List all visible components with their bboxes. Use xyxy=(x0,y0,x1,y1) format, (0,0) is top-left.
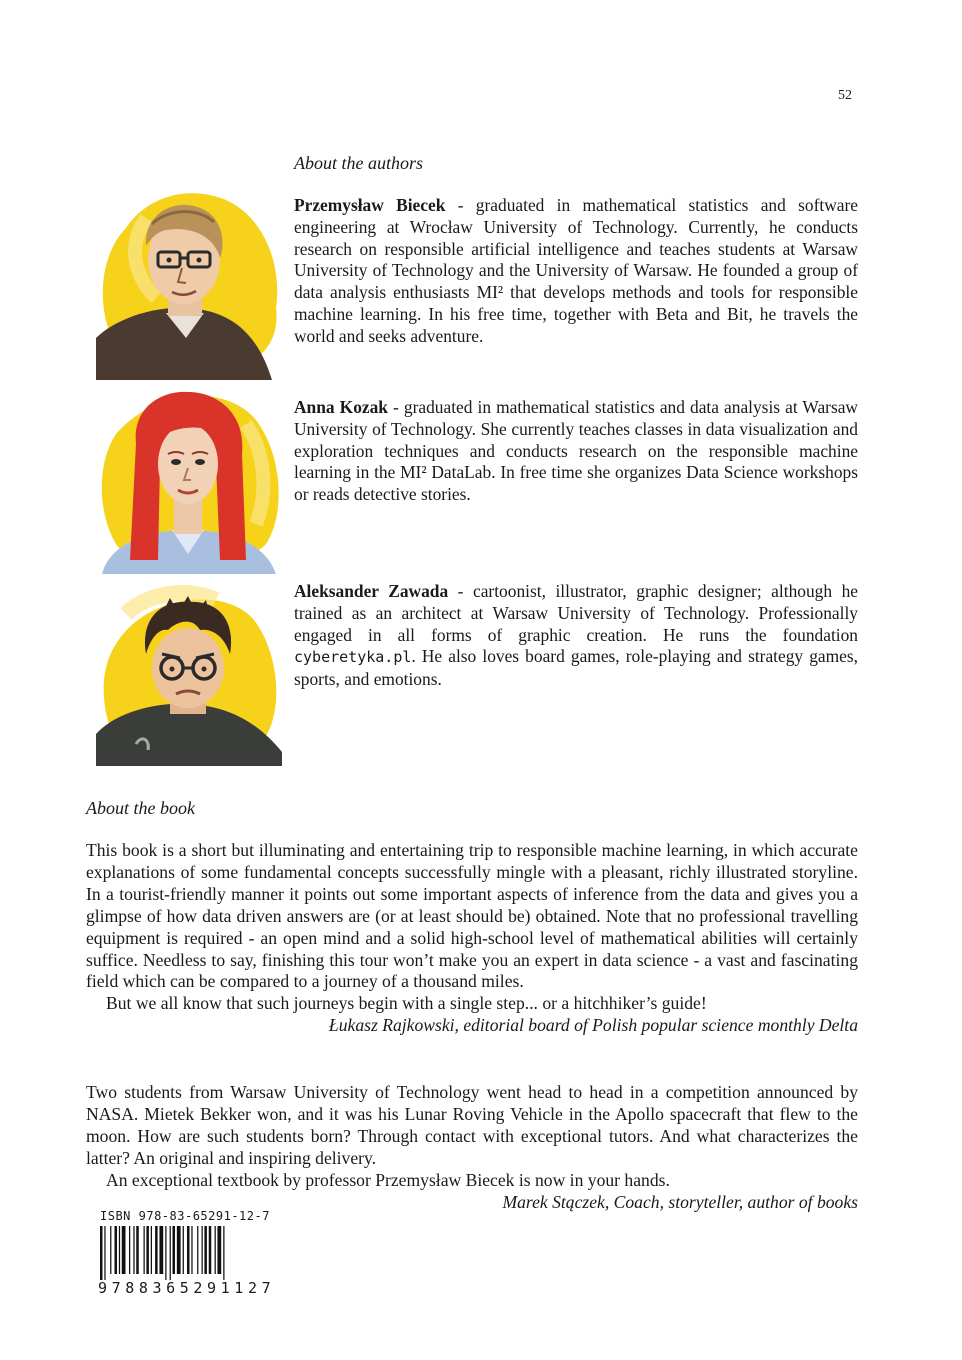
barcode-bar xyxy=(177,1226,181,1274)
page-number: 52 xyxy=(838,88,852,103)
barcode-bar xyxy=(173,1226,176,1274)
author-bio: - cartoonist, illustrator, graphic designer; although he trained as an architect at Warsaw University of Technology. Professionally engaged in all forms of graphic creation. He runs the foundation xyxy=(294,581,858,645)
barcode-bar xyxy=(136,1226,139,1274)
barcode-bar xyxy=(191,1226,192,1274)
barcode-bar xyxy=(110,1226,111,1274)
barcode-bar xyxy=(215,1226,216,1274)
portrait-aleksander-zawada xyxy=(96,584,282,766)
isbn-digits: 9788365291127 xyxy=(98,1279,276,1297)
barcode-bar xyxy=(209,1226,212,1274)
review-paragraph: Two students from Warsaw University of Technology went head to head in a competition announced by NASA. Mietek Bekker won, and it was his Lunar Roving Vehicle in the Apollo spacecraft that flew to the moon. How are such students born? Through contact with exceptional tutors. And what characterizes the latter? An original and inspiring delivery. xyxy=(86,1082,858,1168)
barcode-bar xyxy=(187,1226,190,1274)
review-signature: Marek Stączek, Coach, storyteller, author of books xyxy=(502,1191,858,1212)
barcode-bar xyxy=(223,1226,224,1280)
barcode-bar xyxy=(202,1226,203,1274)
book-heading: About the book xyxy=(86,798,195,818)
authors-heading: About the authors xyxy=(294,153,423,173)
author-name: Aleksander Zawada xyxy=(294,581,449,601)
review-paragraph: This book is a short but illuminating and entertaining trip to responsible machine learning, in which accurate explanations of some fundamental concepts successfully mingle with a pleasant, richly illustrated storyline. In a tourist-friendly manner it points out some important aspects of inference from the data and gives you a glimpse of how data driven answers are (or at least should be) obtained. Note that no professional travelling equipment is required - an open mind and a solid high-school level of mathematical abilities will certainly suffice. Needless to say, finishing this tour won’t make you an expert in data science - a vast and fascinating field which can be compared to a journey of a thousand miles. xyxy=(86,840,858,992)
barcode-bar xyxy=(217,1226,221,1274)
author-bio-continued: . He also loves board games, role-playing and strategy games, sports, and emotions. xyxy=(294,646,858,690)
review-closing: An exceptional textbook by professor Przemysław Biecek is now in your hands. xyxy=(106,1169,670,1190)
review-signature: Łukasz Rajkowski, editorial board of Polish popular science monthly Delta xyxy=(328,1015,858,1036)
barcode-bar xyxy=(183,1226,184,1274)
review-closing: But we all know that such journeys begin with a single step... or a hitchhiker’s guide! xyxy=(106,993,707,1014)
author-bio: - graduated in mathematical statistics and data analysis at Warsaw University of Technology. She currently teaches classes in data visualization and exploration techniques and conducts research on the responsible machine learning in the MI² DataLab. In free time she organizes Data Science workshops or reads detective stories. xyxy=(294,397,858,505)
barcode-bar xyxy=(100,1226,103,1280)
author-bio-biecek xyxy=(294,195,858,348)
barcode-bar xyxy=(129,1226,130,1274)
barcode-bar xyxy=(165,1226,166,1280)
barcode-bar xyxy=(170,1226,171,1280)
barcode-bar xyxy=(122,1226,126,1274)
barcode-bar xyxy=(197,1226,198,1274)
author-name: Przemysław Biecek xyxy=(294,195,446,215)
barcode-bar xyxy=(144,1226,145,1274)
author-name: Anna Kozak xyxy=(294,397,388,417)
author-bio-kozak xyxy=(294,397,858,506)
isbn-label: ISBN 978-83-65291-12-7 xyxy=(100,1209,270,1223)
barcode-bar xyxy=(151,1226,152,1274)
author-bio: - graduated in mathematical statistics and software engineering at Wrocław University of Technology. Currently, he conducts research on responsible artificial intelligence and teaches students at Warsaw University of Technology and the University of Warsaw. He founded a group of data analysis enthusiasts MI² that develops methods and tools for responsible machine learning. In his free time, together with Beta and Bit, he travels the world and seeks adventure. xyxy=(294,195,858,346)
review-staczek xyxy=(86,1082,858,1213)
barcode-bar xyxy=(133,1226,134,1274)
barcode-bar xyxy=(115,1226,118,1274)
review-rajkowski xyxy=(86,840,858,1037)
barcode-bar xyxy=(146,1226,149,1274)
portrait-przemyslaw-biecek xyxy=(96,188,282,380)
website-link[interactable]: cyberetyka.pl xyxy=(294,648,412,667)
barcode-bar xyxy=(159,1226,163,1274)
barcode-bar xyxy=(204,1226,207,1274)
barcode xyxy=(98,1226,264,1280)
barcode-bar xyxy=(119,1226,120,1274)
barcode-bar xyxy=(104,1226,105,1280)
author-bio-zawada xyxy=(294,581,858,691)
barcode-bar xyxy=(155,1226,158,1274)
portrait-anna-kozak xyxy=(96,384,282,574)
